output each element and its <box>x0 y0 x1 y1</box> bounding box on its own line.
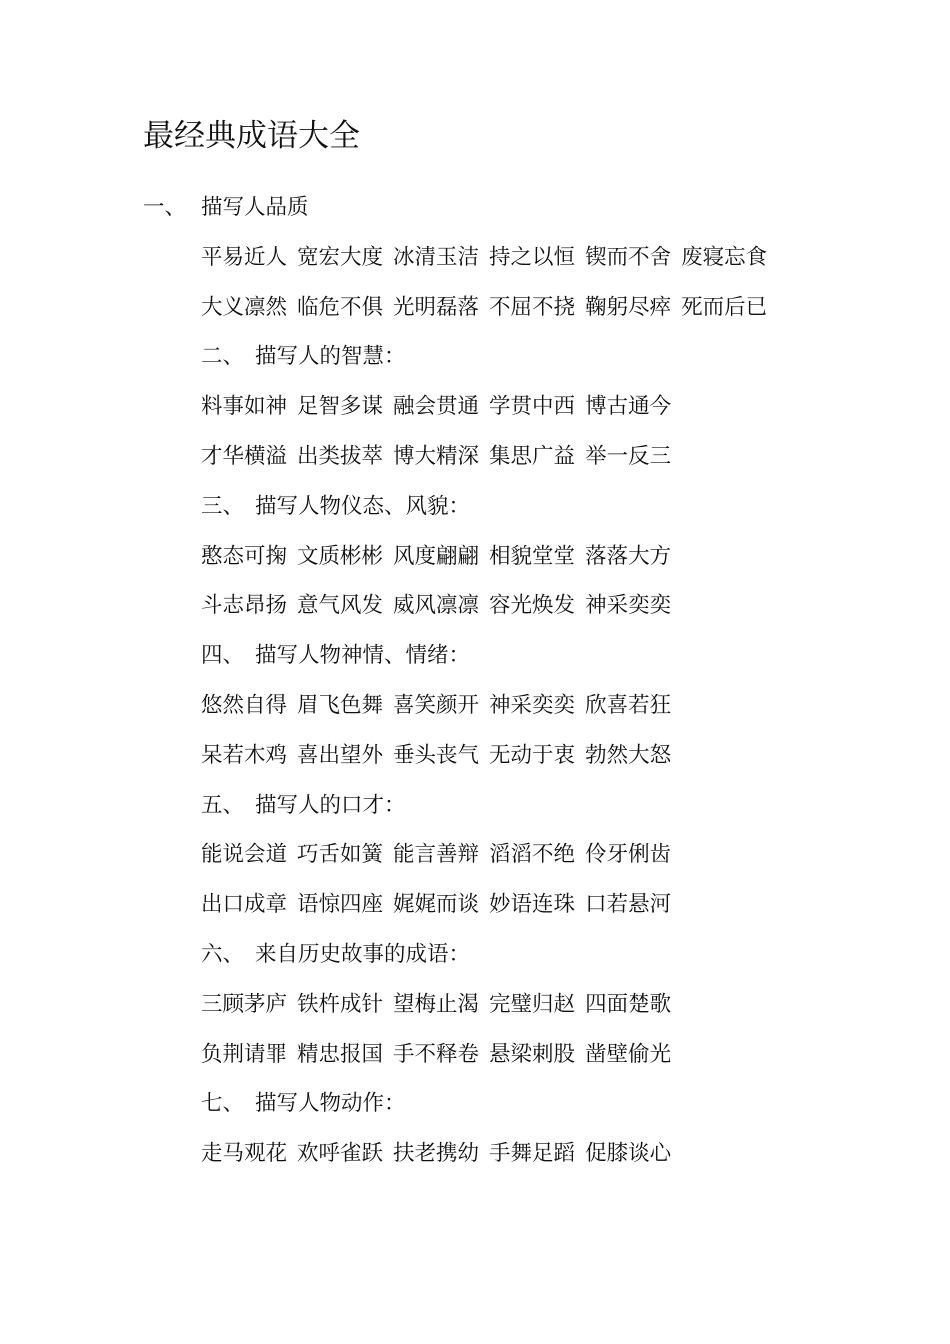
idiom: 望梅止渴 <box>393 991 480 1017</box>
idiom: 死而后已 <box>681 294 768 320</box>
idiom: 憨态可掬 <box>201 543 288 569</box>
idiom-row <box>201 440 671 474</box>
idiom: 完璧归赵 <box>489 991 576 1017</box>
idiom: 伶牙俐齿 <box>585 842 672 868</box>
section-heading <box>201 490 470 524</box>
idiom: 滔滔不绝 <box>489 842 576 868</box>
idiom: 足智多谋 <box>297 394 384 420</box>
idiom: 不屈不挠 <box>489 294 576 320</box>
idiom: 促膝谈心 <box>585 1141 672 1167</box>
section-title: 描写人品质 <box>201 195 309 220</box>
idiom-row <box>201 988 671 1022</box>
idiom: 文质彬彬 <box>297 543 384 569</box>
document-title: 最经典成语大全 <box>143 118 360 154</box>
idiom: 语惊四座 <box>297 892 384 918</box>
idiom: 锲而不舍 <box>585 244 672 270</box>
idiom: 威风凛凛 <box>393 593 480 619</box>
idiom: 大义凛然 <box>201 294 288 320</box>
idiom: 能说会道 <box>201 842 288 868</box>
section-heading <box>201 639 470 673</box>
idiom: 能言善辩 <box>393 842 480 868</box>
idiom: 精忠报国 <box>297 1041 384 1067</box>
idiom: 巧舌如簧 <box>297 842 384 868</box>
idiom: 出类拔萃 <box>297 444 384 469</box>
idiom: 料事如神 <box>201 394 288 420</box>
idiom-row <box>201 390 671 424</box>
idiom: 神采奕奕 <box>489 693 576 718</box>
idiom: 冰清玉洁 <box>393 244 480 270</box>
idiom: 手不释卷 <box>393 1041 480 1067</box>
idiom: 眉飞色舞 <box>297 693 384 718</box>
section-number: 二、 <box>201 344 245 370</box>
idiom: 喜笑颜开 <box>393 693 480 718</box>
idiom-row <box>201 540 671 574</box>
idiom: 走马观花 <box>201 1141 288 1167</box>
idiom: 妙语连珠 <box>489 892 576 918</box>
idiom-row <box>201 589 671 623</box>
idiom: 铁杵成针 <box>297 991 384 1017</box>
idiom: 意气风发 <box>297 593 384 619</box>
section-number: 一、 <box>143 195 187 220</box>
idiom: 学贯中西 <box>489 394 576 420</box>
section-heading <box>201 938 470 972</box>
idiom: 博古通今 <box>585 394 672 420</box>
idiom: 喜出望外 <box>297 742 384 768</box>
idiom: 废寝忘食 <box>681 244 768 270</box>
idiom-row <box>201 739 671 773</box>
section-heading <box>201 340 406 374</box>
idiom: 鞠躬尽瘁 <box>585 294 672 320</box>
idiom: 落落大方 <box>585 543 672 569</box>
section-title: 描写人物动作： <box>255 1091 406 1117</box>
section-heading <box>201 1087 406 1121</box>
idiom: 才华横溢 <box>201 444 288 469</box>
idiom: 斗志昂扬 <box>201 593 288 619</box>
idiom: 欣喜若狂 <box>585 693 672 718</box>
idiom: 风度翩翩 <box>393 543 480 569</box>
section-number: 五、 <box>201 792 245 818</box>
idiom: 垂头丧气 <box>393 742 480 768</box>
idiom: 出口成章 <box>201 892 288 918</box>
idiom-row <box>201 838 671 872</box>
idiom: 扶老携幼 <box>393 1141 480 1167</box>
idiom: 口若悬河 <box>585 892 672 918</box>
section-title: 描写人的口才： <box>255 792 406 818</box>
section-heading <box>201 789 406 823</box>
idiom: 宽宏大度 <box>297 244 384 270</box>
idiom: 容光焕发 <box>489 593 576 619</box>
idiom-row <box>201 1038 671 1072</box>
section-title: 描写人物仪态、风貌： <box>255 493 471 519</box>
idiom: 负荆请罪 <box>201 1041 288 1067</box>
idiom: 临危不俱 <box>297 294 384 320</box>
section-title: 来自历史故事的成语： <box>255 942 471 967</box>
section-title: 描写人的智慧： <box>255 344 406 370</box>
section-number: 四、 <box>201 643 245 669</box>
idiom: 凿壁偷光 <box>585 1041 672 1067</box>
idiom-row <box>201 689 671 723</box>
idiom-row <box>201 1137 671 1171</box>
idiom: 平易近人 <box>201 244 288 270</box>
idiom: 三顾茅庐 <box>201 991 288 1017</box>
idiom-row <box>201 241 767 275</box>
idiom: 举一反三 <box>585 444 672 469</box>
idiom-row <box>201 291 767 325</box>
idiom: 无动于衷 <box>489 742 576 768</box>
idiom: 呆若木鸡 <box>201 742 288 768</box>
idiom: 勃然大怒 <box>585 742 672 768</box>
idiom: 悬梁刺股 <box>489 1041 576 1067</box>
idiom: 相貌堂堂 <box>489 543 576 569</box>
idiom: 神采奕奕 <box>585 593 672 619</box>
section-number: 七、 <box>201 1091 245 1117</box>
idiom: 集思广益 <box>489 444 576 469</box>
idiom: 娓娓而谈 <box>393 892 480 918</box>
idiom: 悠然自得 <box>201 693 288 718</box>
section-number: 六、 <box>201 942 245 967</box>
idiom: 光明磊落 <box>393 294 480 320</box>
idiom: 手舞足蹈 <box>489 1141 576 1167</box>
section-number: 三、 <box>201 493 245 519</box>
idiom: 四面楚歌 <box>585 991 672 1017</box>
section-heading <box>143 191 309 225</box>
idiom-row <box>201 888 671 922</box>
section-title: 描写人物神情、情绪： <box>255 643 471 669</box>
idiom: 持之以恒 <box>489 244 576 270</box>
idiom: 融会贯通 <box>393 394 480 420</box>
idiom: 欢呼雀跃 <box>297 1141 384 1167</box>
idiom: 博大精深 <box>393 444 480 469</box>
